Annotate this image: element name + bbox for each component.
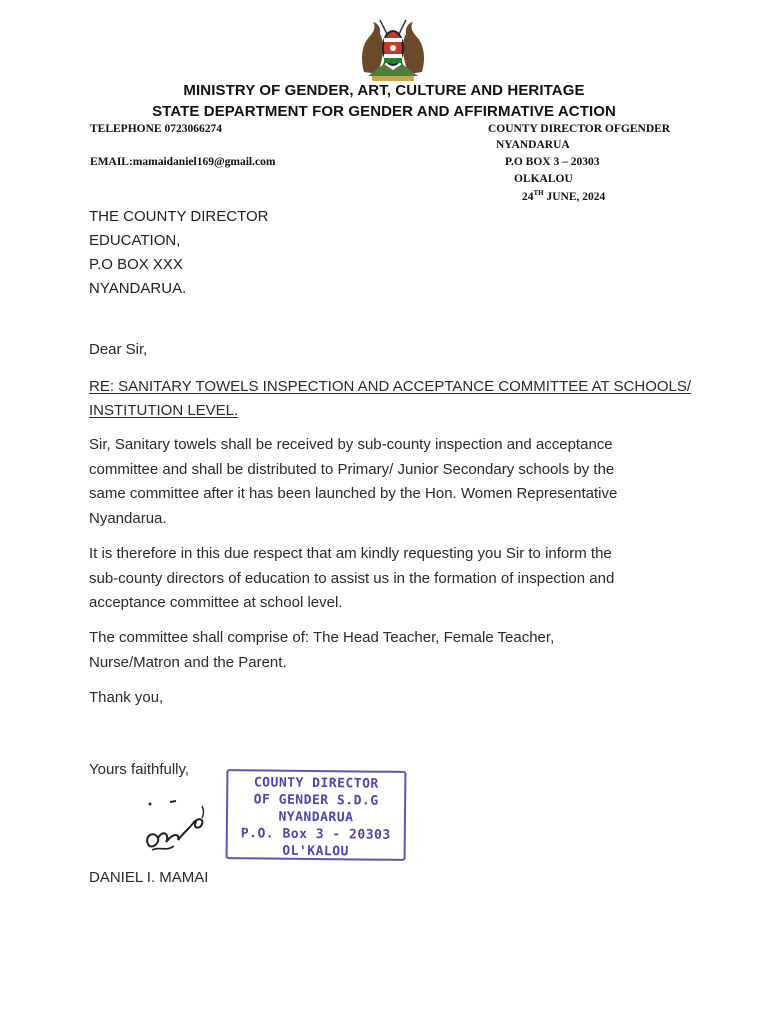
paragraph-line: acceptance committee at school level. bbox=[89, 594, 343, 611]
paragraph-1 bbox=[89, 433, 617, 531]
stamp-line: OF GENDER S.D.G bbox=[253, 792, 379, 809]
paragraph-line: Sir, Sanitary towels shall be received by sub-county inspection and acceptance bbox=[89, 436, 613, 453]
paragraph-line: Nurse/Matron and the Parent. bbox=[89, 653, 287, 671]
official-stamp bbox=[226, 769, 407, 861]
recipient-address bbox=[89, 205, 268, 301]
salutation: Dear Sir, bbox=[89, 341, 148, 358]
recipient-line: EDUCATION, bbox=[89, 232, 181, 249]
signatory-name: DANIEL I. MAMAI bbox=[89, 869, 209, 886]
sender-title: COUNTY DIRECTOR OFGENDER bbox=[488, 123, 671, 135]
sender-po-box: P.O BOX 3 – 20303 bbox=[505, 156, 600, 168]
letter-date bbox=[522, 189, 605, 203]
stamp-line: COUNTY DIRECTOR bbox=[253, 775, 379, 792]
sender-county: NYANDARUA bbox=[496, 139, 570, 151]
closing: Yours faithfully, bbox=[89, 761, 190, 778]
department-name: STATE DEPARTMENT FOR GENDER AND AFFIRMATIVE ACTION bbox=[152, 103, 616, 120]
telephone: TELEPHONE 0723066274 bbox=[90, 123, 222, 135]
paragraph-line: committee and shall be distributed to Primary/ Junior Secondary schools by the bbox=[89, 460, 615, 478]
email: EMAIL:mamaidaniel169@gmail.com bbox=[90, 156, 276, 168]
subject-line: INSTITUTION LEVEL. bbox=[89, 402, 239, 419]
paragraph-3 bbox=[89, 626, 554, 675]
thanks: Thank you, bbox=[89, 689, 164, 706]
signature-image bbox=[140, 792, 220, 862]
sender-town: OLKALOU bbox=[514, 173, 573, 185]
paragraph-line: same committee after it has been launched by the Hon. Women Representative bbox=[89, 485, 618, 502]
paragraph-line: Nyandarua. bbox=[89, 509, 167, 527]
paragraph-2 bbox=[89, 542, 614, 616]
paragraph-line: sub-county directors of education to assist us in the formation of inspection and bbox=[89, 569, 615, 587]
recipient-line: THE COUNTY DIRECTOR bbox=[89, 208, 269, 225]
recipient-line: NYANDARUA. bbox=[89, 280, 187, 297]
subject-line: RE: SANITARY TOWELS INSPECTION AND ACCEPTANCE COMMITTEE AT SCHOOLS/ bbox=[89, 378, 692, 395]
paragraph-line: It is therefore in this due respect that am kindly requesting you Sir to inform the bbox=[89, 545, 612, 562]
date-suffix: TH bbox=[533, 189, 544, 197]
ministry-name: MINISTRY OF GENDER, ART, CULTURE AND HERITAGE bbox=[183, 82, 585, 99]
coat-of-arms-emblem bbox=[354, 14, 432, 82]
date-day: 24 bbox=[522, 191, 534, 203]
recipient-line: P.O BOX XXX bbox=[89, 256, 183, 273]
date-rest: JUNE, 2024 bbox=[543, 191, 606, 203]
stamp-line: OL'KALOU bbox=[282, 843, 350, 860]
stamp-line: NYANDARUA bbox=[278, 809, 354, 826]
stamp-line: P.O. Box 3 - 20303 bbox=[240, 826, 391, 843]
paragraph-line: The committee shall comprise of: The Head Teacher, Female Teacher, bbox=[89, 629, 555, 646]
